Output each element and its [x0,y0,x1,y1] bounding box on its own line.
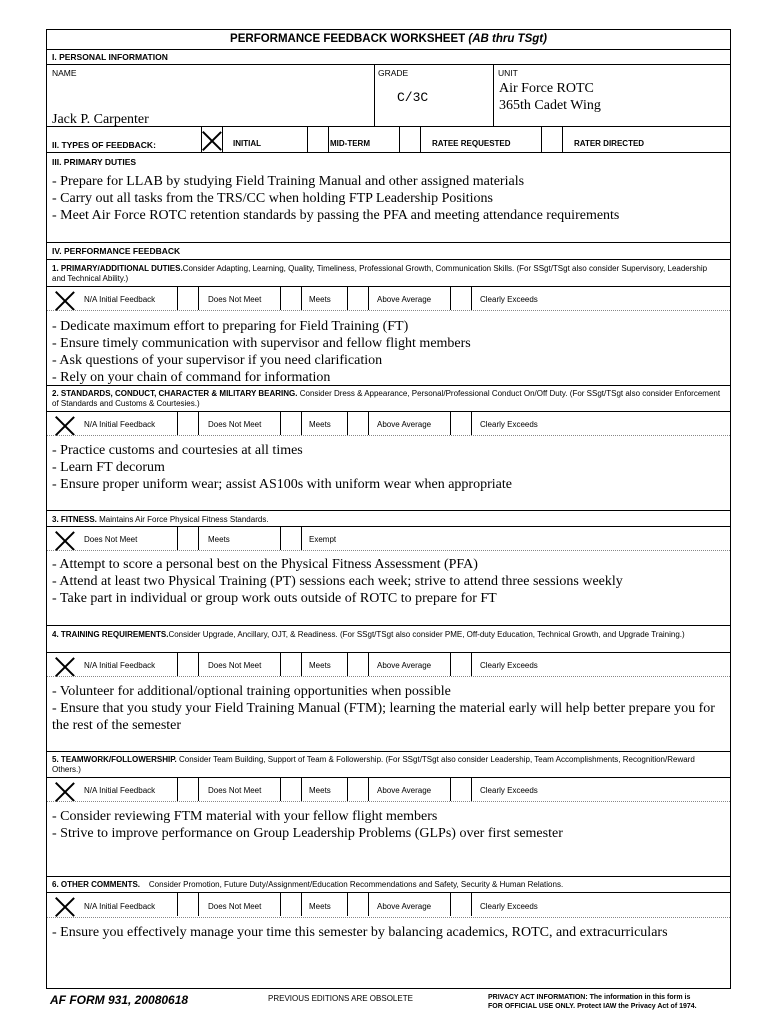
item1-comments[interactable] [52,318,471,386]
item3-does-not-meet-checkbox-checked[interactable] [55,531,75,551]
item3-comments[interactable] [52,556,623,607]
comment-line: - Strive to improve performance on Group Leadership Problems (GLPs) over first semester [52,826,563,841]
item6-opt-clearly-exceeds: Clearly Exceeds [480,902,538,911]
grade-label: GRADE [378,68,409,78]
item3-description: 3. FITNESS. Maintains Air Force Physical Fitness Standards. [52,515,269,524]
type-option-rater-directed: RATER DIRECTED [574,139,645,148]
item4-opt-clearly-exceeds: Clearly Exceeds [480,661,538,670]
item4-opt-na: N/A Initial Feedback [84,661,156,670]
item6-opt-above-average: Above Average [377,902,432,911]
item1-opt-clearly-exceeds: Clearly Exceeds [480,295,538,304]
section4-heading: IV. PERFORMANCE FEEDBACK [52,246,181,256]
rater-directed-checkbox[interactable] [541,126,563,152]
item4-na-checkbox-checked[interactable] [55,657,75,677]
item1-na-checkbox-checked[interactable] [55,291,75,311]
item4-opt-does-not-meet: Does Not Meet [208,661,262,670]
ratee-requested-checkbox[interactable] [399,126,421,152]
item2-opt-above-average: Above Average [377,420,432,429]
name-field[interactable]: Jack P. Carpenter [52,112,149,127]
grade-field[interactable]: C/3C [397,90,429,105]
comment-line: - Ensure that you study your Field Training Manual (FTM); learning the material early will help better prepare you for the rest of the semester [52,701,715,733]
comment-line: - Practice customs and courtesies at all times [52,443,303,458]
comment-line: - Attempt to score a personal best on the Physical Fitness Assessment (PFA) [52,557,478,572]
comment-line: - Volunteer for additional/optional training opportunities when possible [52,684,451,699]
item2-opt-does-not-meet: Does Not Meet [208,420,262,429]
item4-description: 4. TRAINING REQUIREMENTS.Consider Upgrade, Ancillary, OJT, & Readiness. (For SSgt/TSgt also consider PME, Off-duty Education, Technical Growth, and Upgrade Training.) [52,630,685,639]
comment-line: - Ensure proper uniform wear; assist AS100s with uniform wear when appropriate [52,477,512,492]
form-title-text: PERFORMANCE FEEDBACK WORKSHEET [230,33,466,45]
type-option-initial: INITIAL [233,139,261,148]
item5-opt-above-average: Above Average [377,786,432,795]
item3-opt-does-not-meet: Does Not Meet [84,535,138,544]
comment-line: - Take part in individual or group work outs outside of ROTC to prepare for FT [52,591,497,606]
item2-description: 2. STANDARDS, CONDUCT, CHARACTER & MILITARY BEARING. Consider Dress & Appearance, Personal/Professional Conduct On/Off Duty. (For SSgt/TSgt also consider Enforcement of Standards and Customs & Courtesies.) [52,389,721,408]
form-title [47,33,730,45]
item5-na-checkbox-checked[interactable] [55,782,75,802]
item3-opt-exempt: Exempt [309,535,337,544]
duty-line: - Meet Air Force ROTC retention standards by passing the PFA and meeting attendance requirements [52,208,620,223]
name-label: NAME [52,68,77,78]
privacy-notice-line2: FOR OFFICIAL USE ONLY. Protect IAW the Privacy Act of 1974. [488,1003,697,1010]
feedback-type-label: II. TYPES OF FEEDBACK: [52,140,156,150]
item6-description: 6. OTHER COMMENTS. Consider Promotion, Future Duty/Assignment/Education Recommendations and Safety, Security & Human Relations. [52,880,564,889]
comment-line: - Dedicate maximum effort to preparing for Field Training (FT) [52,319,409,334]
item6-opt-na: N/A Initial Feedback [84,902,156,911]
item2-comments[interactable] [52,442,512,493]
item6-opt-does-not-meet: Does Not Meet [208,902,262,911]
primary-duties-text[interactable] [52,173,619,224]
item2-opt-na: N/A Initial Feedback [84,420,156,429]
form-number: AF FORM 931, 20080618 [50,993,189,1007]
comment-line: - Ensure timely communication with supervisor and fellow flight members [52,336,471,351]
item5-opt-na: N/A Initial Feedback [84,786,156,795]
item1-opt-meets: Meets [309,295,331,304]
item4-comments[interactable] [52,683,730,734]
item2-na-checkbox-checked[interactable] [55,416,75,436]
section1-heading: I. PERSONAL INFORMATION [52,52,168,62]
comment-line: - Attend at least two Physical Training (PT) sessions each week; strive to attend three sessions weekly [52,574,623,589]
item5-comments[interactable] [52,808,563,842]
item6-comments[interactable] [52,924,668,941]
form-title-sub: (AB thru TSgt) [468,33,547,45]
type-option-mid-term: MID-TERM [330,139,370,148]
item6-opt-meets: Meets [309,902,331,911]
item1-opt-does-not-meet: Does Not Meet [208,295,262,304]
item5-opt-does-not-meet: Does Not Meet [208,786,262,795]
obsolete-notice: PREVIOUS EDITIONS ARE OBSOLETE [268,994,413,1003]
comment-line: - Consider reviewing FTM material with your fellow flight members [52,809,438,824]
item3-opt-meets: Meets [208,535,230,544]
item5-description: 5. TEAMWORK/FOLLOWERSHIP. Consider Team Building, Support of Team & Followership. (For SSgt/TSgt also consider Leadership, Team Accomplishments, Recognition/Reward Others.) [52,755,695,774]
unit-label: UNIT [498,68,518,78]
unit-field-line2[interactable]: 365th Cadet Wing [499,98,601,113]
duty-line: - Carry out all tasks from the TRS/CC when holding FTP Leadership Positions [52,191,493,206]
item5-opt-clearly-exceeds: Clearly Exceeds [480,786,538,795]
comment-line: - Learn FT decorum [52,460,165,475]
item4-opt-meets: Meets [309,661,331,670]
item4-opt-above-average: Above Average [377,661,432,670]
unit-field-line1[interactable]: Air Force ROTC [499,81,594,96]
privacy-notice-line1: PRIVACY ACT INFORMATION: The information in this form is [488,994,691,1001]
comment-line: - Ask questions of your supervisor if you need clarification [52,353,383,368]
feedback-form [46,29,731,989]
initial-checkbox-checked[interactable] [202,131,222,151]
item2-opt-clearly-exceeds: Clearly Exceeds [480,420,538,429]
comment-line: - Rely on your chain of command for information [52,370,331,385]
mid-term-checkbox[interactable] [307,126,329,152]
comment-line: - Ensure you effectively manage your time this semester by balancing academics, ROTC, and extracurriculars [52,925,668,940]
item1-opt-above-average: Above Average [377,295,432,304]
item6-na-checkbox-checked[interactable] [55,897,75,917]
item2-opt-meets: Meets [309,420,331,429]
type-option-ratee-requested: RATEE REQUESTED [432,139,511,148]
item5-opt-meets: Meets [309,786,331,795]
section3-heading: III. PRIMARY DUTIES [52,157,137,167]
item1-description: 1. PRIMARY/ADDITIONAL DUTIES.Consider Adapting, Learning, Quality, Timeliness, Professional Growth, Communication Skills. (For SSgt/TSgt also consider Supervisory, Leadership and Technical Ability.) [52,264,708,283]
duty-line: - Prepare for LLAB by studying Field Training Manual and other assigned materials [52,174,525,189]
item1-opt-na: N/A Initial Feedback [84,295,156,304]
